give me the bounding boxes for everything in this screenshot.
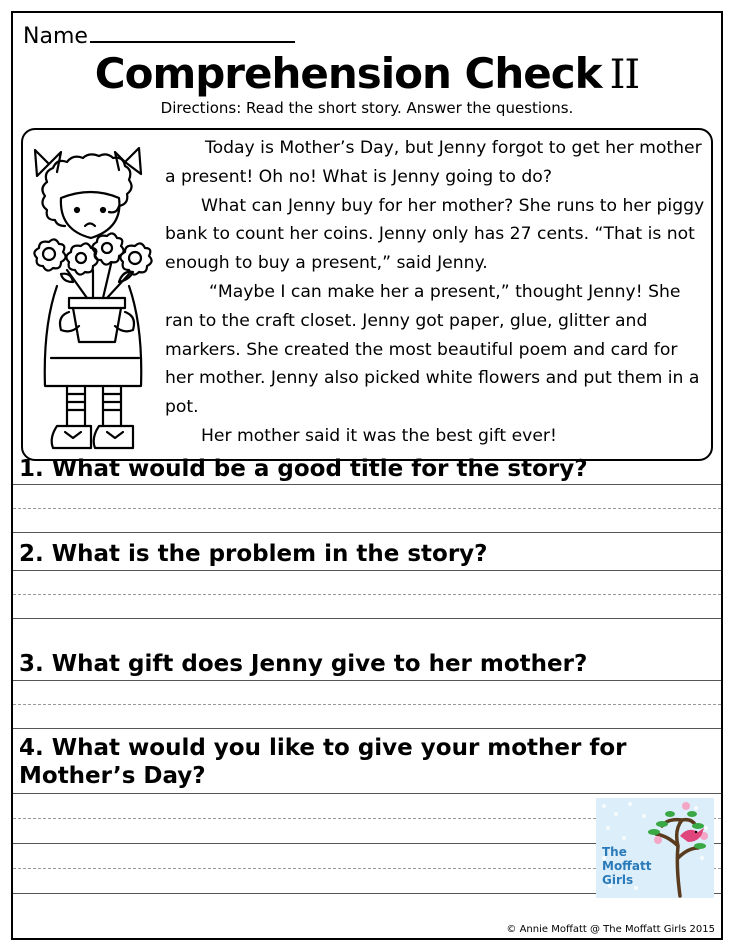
moffatt-girls-logo (596, 798, 714, 898)
question-4: 4. What would you like to give your mother for Mother’s Day? (19, 735, 627, 789)
name-write-line[interactable] (90, 23, 295, 43)
answer-guide-line (13, 704, 721, 705)
answer-guide-line (13, 508, 721, 509)
answer-guide-line (13, 594, 721, 595)
question-3: 3. What gift does Jenny give to her mother? (19, 651, 588, 677)
answer-line[interactable] (13, 728, 721, 729)
title-numeral: II (609, 52, 640, 98)
story-box (21, 128, 713, 461)
answer-line[interactable] (13, 570, 721, 571)
question-1: 1. What would be a good title for the story? (19, 456, 588, 482)
answer-line[interactable] (13, 793, 721, 794)
name-field (23, 23, 295, 49)
story-text (165, 134, 705, 451)
girl-with-flowers-illustration (27, 136, 161, 456)
page-title (13, 49, 721, 98)
question-2: 2. What is the problem in the story? (19, 541, 488, 567)
answer-line[interactable] (13, 532, 721, 533)
copyright: © Annie Moffatt @ The Moffatt Girls 2015 (506, 924, 715, 935)
name-label: Name (23, 24, 88, 49)
story-paragraph: Her mother said it was the best gift ever! (201, 425, 557, 446)
story-paragraph: “Maybe I can make her a present,” thought Jenny! She ran to the craft closet. Jenny got paper, glue, glitter and markers. She created the most beautiful poem and card for her mother. Jenny also picked white flowers and put them in a pot. (165, 281, 700, 418)
title-text: Comprehension Check (94, 49, 602, 98)
logo-text-3: Girls (602, 873, 634, 887)
story-paragraph: What can Jenny buy for her mother? She runs to her piggy bank to count her coins. Jenny only has 27 cents. “That is not enough to buy a present,” said Jenny. (165, 195, 705, 274)
answer-line[interactable] (13, 680, 721, 681)
logo-text-2: Moffatt (602, 859, 652, 873)
worksheet-page (11, 11, 723, 940)
answer-line[interactable] (13, 484, 721, 485)
story-paragraph: Today is Mother’s Day, but Jenny forgot to get her mother a present! Oh no! What is Jenny going to do? (165, 138, 702, 187)
logo-text-1: The (602, 845, 627, 859)
answer-line[interactable] (13, 618, 721, 619)
directions: Directions: Read the short story. Answer the questions. (160, 99, 574, 117)
